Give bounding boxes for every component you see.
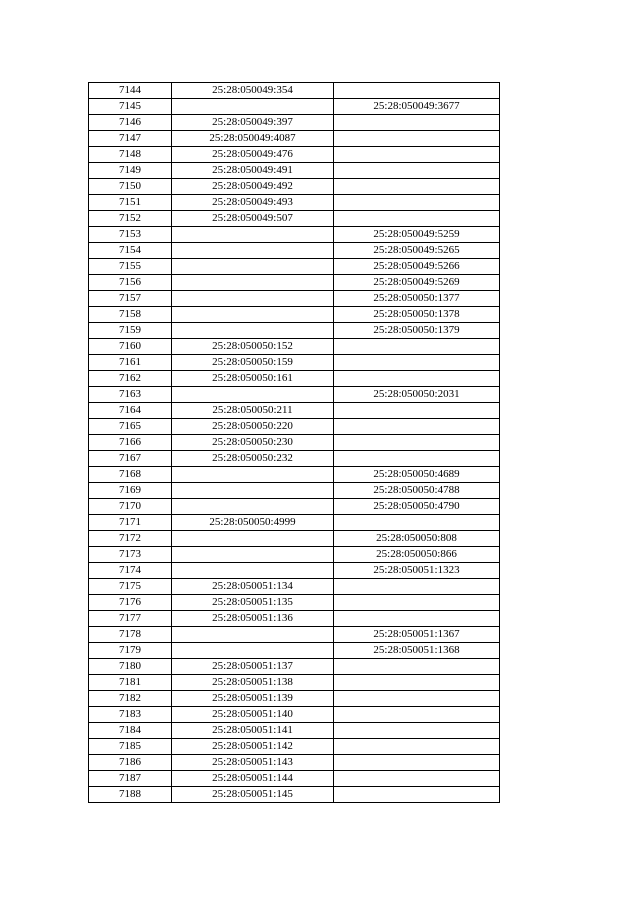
row-number-cell: 7168 xyxy=(89,467,172,483)
cadastral-number-cell-b xyxy=(172,563,334,579)
table-row xyxy=(89,579,500,595)
cadastral-number-cell-b: 25:28:050050:4999 xyxy=(172,515,334,531)
row-number-cell: 7173 xyxy=(89,547,172,563)
cadastral-number-cell-b: 25:28:050049:397 xyxy=(172,115,334,131)
cadastral-number-cell-c xyxy=(334,403,500,419)
table-row xyxy=(89,227,500,243)
row-number-cell: 7164 xyxy=(89,403,172,419)
cadastral-number-cell-c xyxy=(334,419,500,435)
cadastral-number-cell-c xyxy=(334,611,500,627)
cadastral-number-cell-b: 25:28:050051:140 xyxy=(172,707,334,723)
table-row xyxy=(89,403,500,419)
cadastral-number-cell-c: 25:28:050050:866 xyxy=(334,547,500,563)
cadastral-number-cell-b: 25:28:050051:142 xyxy=(172,739,334,755)
row-number-cell: 7163 xyxy=(89,387,172,403)
row-number-cell: 7161 xyxy=(89,355,172,371)
cadastral-number-cell-b xyxy=(172,387,334,403)
cadastral-number-cell-c xyxy=(334,435,500,451)
table-row xyxy=(89,83,500,99)
cadastral-number-cell-b: 25:28:050051:135 xyxy=(172,595,334,611)
cadastral-number-cell-b: 25:28:050051:139 xyxy=(172,691,334,707)
cadastral-number-cell-c xyxy=(334,787,500,803)
cadastral-number-cell-c: 25:28:050050:1378 xyxy=(334,307,500,323)
table-row xyxy=(89,163,500,179)
row-number-cell: 7149 xyxy=(89,163,172,179)
cadastral-number-cell-b: 25:28:050051:138 xyxy=(172,675,334,691)
cadastral-number-cell-c xyxy=(334,355,500,371)
table-row xyxy=(89,211,500,227)
row-number-cell: 7182 xyxy=(89,691,172,707)
cadastral-number-cell-c xyxy=(334,115,500,131)
cadastral-number-cell-b: 25:28:050051:144 xyxy=(172,771,334,787)
cadastral-number-cell-c xyxy=(334,83,500,99)
cadastral-number-cell-c xyxy=(334,755,500,771)
cadastral-number-cell-c: 25:28:050049:5259 xyxy=(334,227,500,243)
table-row xyxy=(89,179,500,195)
row-number-cell: 7188 xyxy=(89,787,172,803)
cadastral-number-cell-c: 25:28:050050:1379 xyxy=(334,323,500,339)
row-number-cell: 7159 xyxy=(89,323,172,339)
table-row xyxy=(89,723,500,739)
table-row xyxy=(89,147,500,163)
cadastral-number-cell-b: 25:28:050050:220 xyxy=(172,419,334,435)
cadastral-number-cell-b xyxy=(172,307,334,323)
cadastral-number-cell-c xyxy=(334,707,500,723)
cadastral-number-cell-c xyxy=(334,739,500,755)
cadastral-number-cell-c: 25:28:050050:4790 xyxy=(334,499,500,515)
cadastral-number-cell-b xyxy=(172,323,334,339)
row-number-cell: 7151 xyxy=(89,195,172,211)
cadastral-number-cell-b: 25:28:050051:141 xyxy=(172,723,334,739)
row-number-cell: 7148 xyxy=(89,147,172,163)
cadastral-number-cell-b: 25:28:050049:507 xyxy=(172,211,334,227)
cadastral-number-cell-c xyxy=(334,163,500,179)
table-row xyxy=(89,99,500,115)
row-number-cell: 7160 xyxy=(89,339,172,355)
cadastral-number-cell-c xyxy=(334,339,500,355)
row-number-cell: 7145 xyxy=(89,99,172,115)
table-row xyxy=(89,659,500,675)
table-row xyxy=(89,275,500,291)
cadastral-number-cell-b: 25:28:050049:492 xyxy=(172,179,334,195)
row-number-cell: 7169 xyxy=(89,483,172,499)
table-row xyxy=(89,131,500,147)
table-row xyxy=(89,371,500,387)
row-number-cell: 7177 xyxy=(89,611,172,627)
row-number-cell: 7174 xyxy=(89,563,172,579)
table-row xyxy=(89,643,500,659)
table-row xyxy=(89,451,500,467)
row-number-cell: 7165 xyxy=(89,419,172,435)
table-row xyxy=(89,499,500,515)
cadastral-number-cell-b: 25:28:050050:152 xyxy=(172,339,334,355)
table-row xyxy=(89,515,500,531)
cadastral-number-cell-c xyxy=(334,659,500,675)
table-row xyxy=(89,387,500,403)
cadastral-number-cell-c xyxy=(334,723,500,739)
table-row xyxy=(89,755,500,771)
row-number-cell: 7186 xyxy=(89,755,172,771)
row-number-cell: 7146 xyxy=(89,115,172,131)
cadastral-number-cell-b: 25:28:050050:161 xyxy=(172,371,334,387)
cadastral-number-cell-c xyxy=(334,195,500,211)
cadastral-number-cell-b: 25:28:050049:491 xyxy=(172,163,334,179)
table-row xyxy=(89,307,500,323)
table-row xyxy=(89,291,500,307)
cadastral-number-cell-c: 25:28:050051:1323 xyxy=(334,563,500,579)
cadastral-number-cell-b: 25:28:050051:137 xyxy=(172,659,334,675)
table-row xyxy=(89,419,500,435)
row-number-cell: 7162 xyxy=(89,371,172,387)
table-row xyxy=(89,323,500,339)
cadastral-number-cell-b xyxy=(172,499,334,515)
table-row xyxy=(89,691,500,707)
row-number-cell: 7178 xyxy=(89,627,172,643)
cadastral-number-cell-b xyxy=(172,291,334,307)
table-row xyxy=(89,547,500,563)
cadastral-number-cell-c xyxy=(334,515,500,531)
table-row xyxy=(89,195,500,211)
cadastral-number-cell-b: 25:28:050049:493 xyxy=(172,195,334,211)
cadastral-number-cell-b xyxy=(172,643,334,659)
table-row xyxy=(89,739,500,755)
row-number-cell: 7185 xyxy=(89,739,172,755)
table-row xyxy=(89,707,500,723)
cadastral-number-cell-c xyxy=(334,147,500,163)
cadastral-number-table xyxy=(88,82,500,803)
cadastral-number-cell-c: 25:28:050051:1367 xyxy=(334,627,500,643)
row-number-cell: 7157 xyxy=(89,291,172,307)
table-row xyxy=(89,483,500,499)
cadastral-number-cell-b xyxy=(172,227,334,243)
cadastral-number-cell-b: 25:28:050051:134 xyxy=(172,579,334,595)
cadastral-number-cell-b: 25:28:050050:211 xyxy=(172,403,334,419)
cadastral-number-cell-b xyxy=(172,99,334,115)
row-number-cell: 7166 xyxy=(89,435,172,451)
cadastral-number-cell-c: 25:28:050049:3677 xyxy=(334,99,500,115)
cadastral-number-cell-c xyxy=(334,675,500,691)
cadastral-number-cell-b: 25:28:050049:476 xyxy=(172,147,334,163)
cadastral-number-cell-b xyxy=(172,467,334,483)
cadastral-number-cell-b xyxy=(172,531,334,547)
cadastral-number-cell-c xyxy=(334,131,500,147)
row-number-cell: 7171 xyxy=(89,515,172,531)
cadastral-number-cell-c: 25:28:050050:2031 xyxy=(334,387,500,403)
row-number-cell: 7147 xyxy=(89,131,172,147)
row-number-cell: 7183 xyxy=(89,707,172,723)
row-number-cell: 7150 xyxy=(89,179,172,195)
row-number-cell: 7144 xyxy=(89,83,172,99)
cadastral-number-cell-c xyxy=(334,451,500,467)
cadastral-number-cell-c xyxy=(334,771,500,787)
cadastral-number-cell-c: 25:28:050049:5265 xyxy=(334,243,500,259)
cadastral-number-cell-c xyxy=(334,211,500,227)
cadastral-number-cell-c xyxy=(334,579,500,595)
row-number-cell: 7175 xyxy=(89,579,172,595)
cadastral-number-cell-b: 25:28:050051:145 xyxy=(172,787,334,803)
cadastral-number-cell-b: 25:28:050051:143 xyxy=(172,755,334,771)
table-row xyxy=(89,787,500,803)
row-number-cell: 7167 xyxy=(89,451,172,467)
cadastral-number-cell-c: 25:28:050050:4788 xyxy=(334,483,500,499)
cadastral-number-cell-b xyxy=(172,259,334,275)
table-row xyxy=(89,355,500,371)
cadastral-number-cell-b: 25:28:050050:159 xyxy=(172,355,334,371)
row-number-cell: 7172 xyxy=(89,531,172,547)
row-number-cell: 7181 xyxy=(89,675,172,691)
cadastral-number-cell-c: 25:28:050050:4689 xyxy=(334,467,500,483)
table-row xyxy=(89,339,500,355)
cadastral-number-cell-c: 25:28:050050:1377 xyxy=(334,291,500,307)
row-number-cell: 7152 xyxy=(89,211,172,227)
table-row xyxy=(89,115,500,131)
table-row xyxy=(89,627,500,643)
table-row xyxy=(89,243,500,259)
row-number-cell: 7180 xyxy=(89,659,172,675)
cadastral-number-cell-b xyxy=(172,547,334,563)
table-row xyxy=(89,531,500,547)
row-number-cell: 7179 xyxy=(89,643,172,659)
cadastral-number-cell-b xyxy=(172,275,334,291)
cadastral-number-cell-c xyxy=(334,179,500,195)
table-row xyxy=(89,771,500,787)
row-number-cell: 7156 xyxy=(89,275,172,291)
cadastral-number-cell-c: 25:28:050049:5266 xyxy=(334,259,500,275)
row-number-cell: 7158 xyxy=(89,307,172,323)
table-body xyxy=(89,83,500,803)
cadastral-number-cell-c: 25:28:050051:1368 xyxy=(334,643,500,659)
cadastral-number-cell-b: 25:28:050050:230 xyxy=(172,435,334,451)
table-row xyxy=(89,467,500,483)
cadastral-number-cell-c xyxy=(334,595,500,611)
cadastral-number-cell-c: 25:28:050050:808 xyxy=(334,531,500,547)
table-row xyxy=(89,675,500,691)
row-number-cell: 7170 xyxy=(89,499,172,515)
row-number-cell: 7187 xyxy=(89,771,172,787)
table-row xyxy=(89,611,500,627)
row-number-cell: 7155 xyxy=(89,259,172,275)
cadastral-number-cell-c xyxy=(334,691,500,707)
row-number-cell: 7184 xyxy=(89,723,172,739)
cadastral-number-cell-b xyxy=(172,483,334,499)
table-row xyxy=(89,563,500,579)
table-row xyxy=(89,259,500,275)
cadastral-number-cell-c xyxy=(334,371,500,387)
row-number-cell: 7153 xyxy=(89,227,172,243)
cadastral-number-cell-c: 25:28:050049:5269 xyxy=(334,275,500,291)
cadastral-number-cell-b xyxy=(172,627,334,643)
row-number-cell: 7176 xyxy=(89,595,172,611)
cadastral-number-cell-b: 25:28:050051:136 xyxy=(172,611,334,627)
cadastral-number-cell-b: 25:28:050049:354 xyxy=(172,83,334,99)
cadastral-number-cell-b: 25:28:050050:232 xyxy=(172,451,334,467)
row-number-cell: 7154 xyxy=(89,243,172,259)
table-row xyxy=(89,595,500,611)
cadastral-number-cell-b xyxy=(172,243,334,259)
table-row xyxy=(89,435,500,451)
cadastral-number-cell-b: 25:28:050049:4087 xyxy=(172,131,334,147)
